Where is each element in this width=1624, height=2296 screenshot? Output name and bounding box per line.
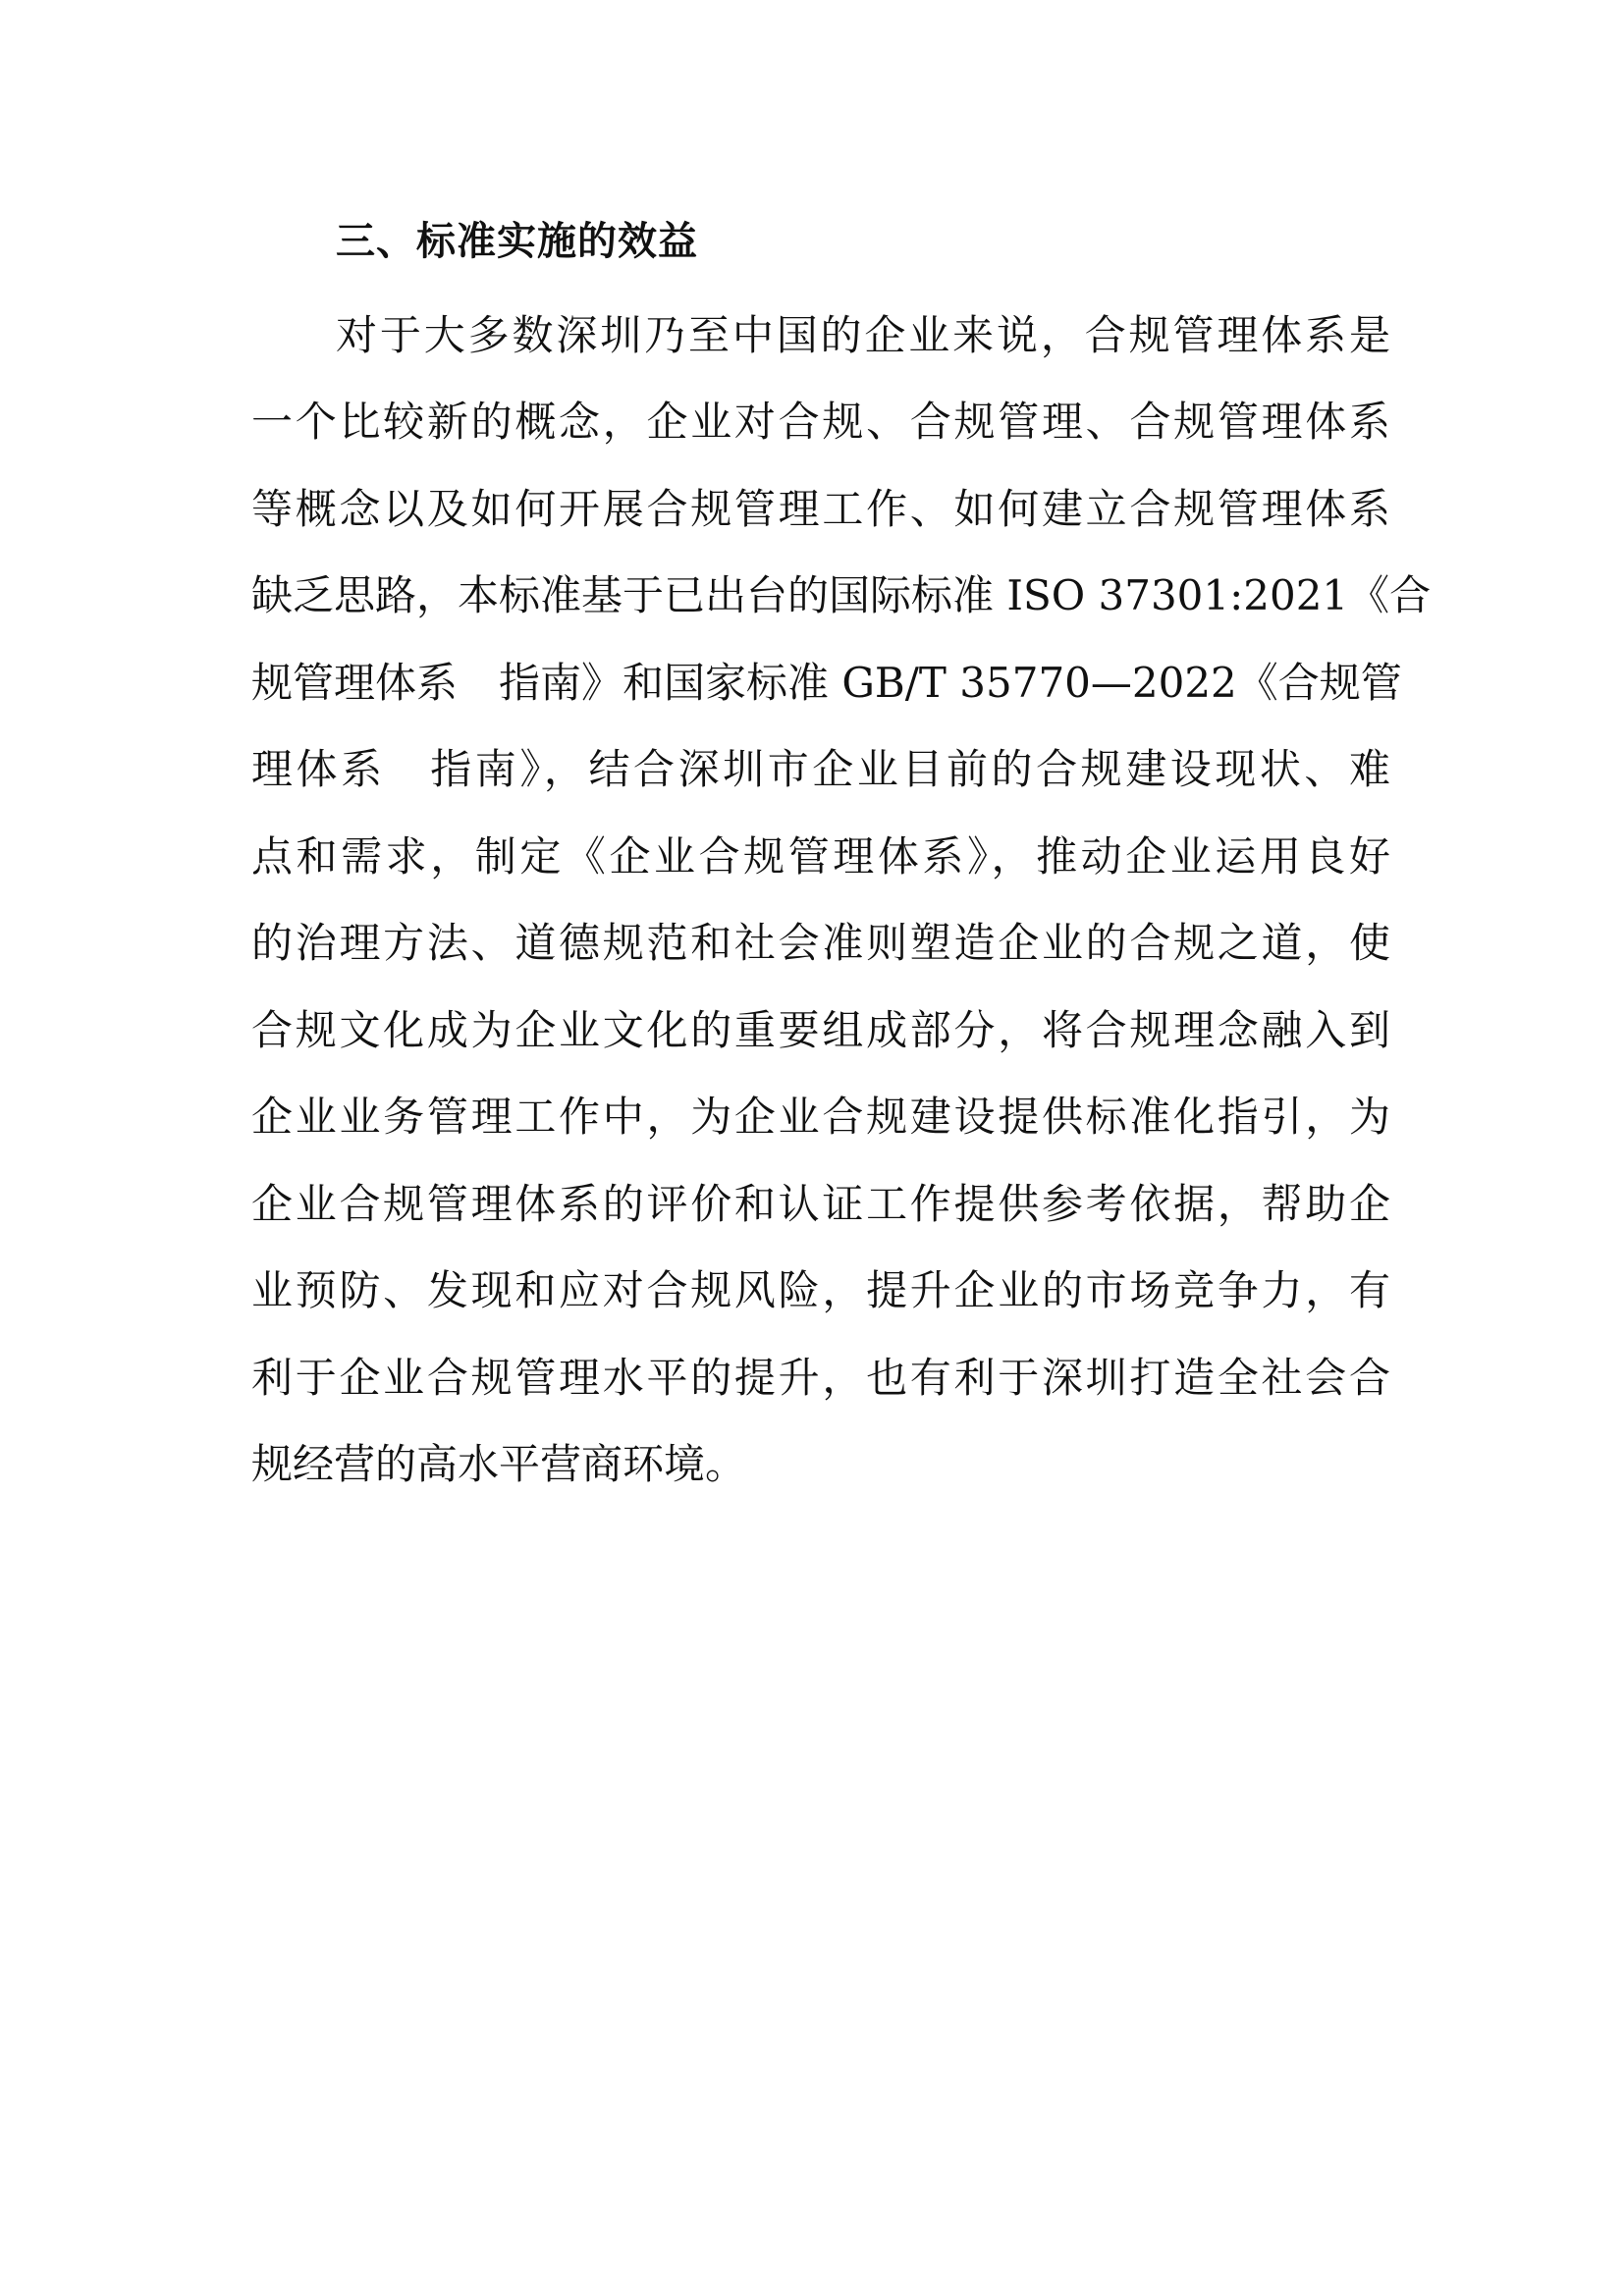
paragraph-line: 企业业务管理工作中，为企业合规建设提供标准化指引，为 [251,1093,1390,1141]
paragraph-line: 规经营的高水平营商环境。 [251,1440,747,1488]
paragraph-line: 一个比较新的概念，企业对合规、合规管理、合规管理体系 [251,398,1390,446]
paragraph-line: 利于企业合规管理水平的提升，也有利于深圳打造全社会合 [251,1354,1390,1402]
paragraph-line: 业预防、发现和应对合规风险，提升企业的市场竞争力，有 [251,1266,1390,1314]
paragraph-line: 理体系 指南》，结合深圳市企业目前的合规建设现状、难 [251,745,1390,793]
paragraph-line: 合规文化成为企业文化的重要组成部分，将合规理念融入到 [251,1006,1390,1054]
paragraph-line: 缺乏思路，本标准基于已出台的国际标准 ISO 37301:2021《合 [251,571,1432,619]
paragraph-line: 规管理体系 指南》和国家标准 GB/T 35770—2022《合规管 [251,659,1402,707]
paragraph-line: 对于大多数深圳乃至中国的企业来说，合规管理体系是 [336,311,1390,359]
paragraph-line: 企业合规管理体系的评价和认证工作提供参考依据，帮助企 [251,1180,1390,1228]
paragraph-line: 的治理方法、道德规范和社会准则塑造企业的合规之道，使 [251,919,1390,967]
paragraph-line: 点和需求，制定《企业合规管理体系》，推动企业运用良好 [251,832,1390,881]
paragraph-line: 等概念以及如何开展合规管理工作、如何建立合规管理体系 [251,485,1390,533]
section-heading: 三、标准实施的效益 [336,219,698,264]
